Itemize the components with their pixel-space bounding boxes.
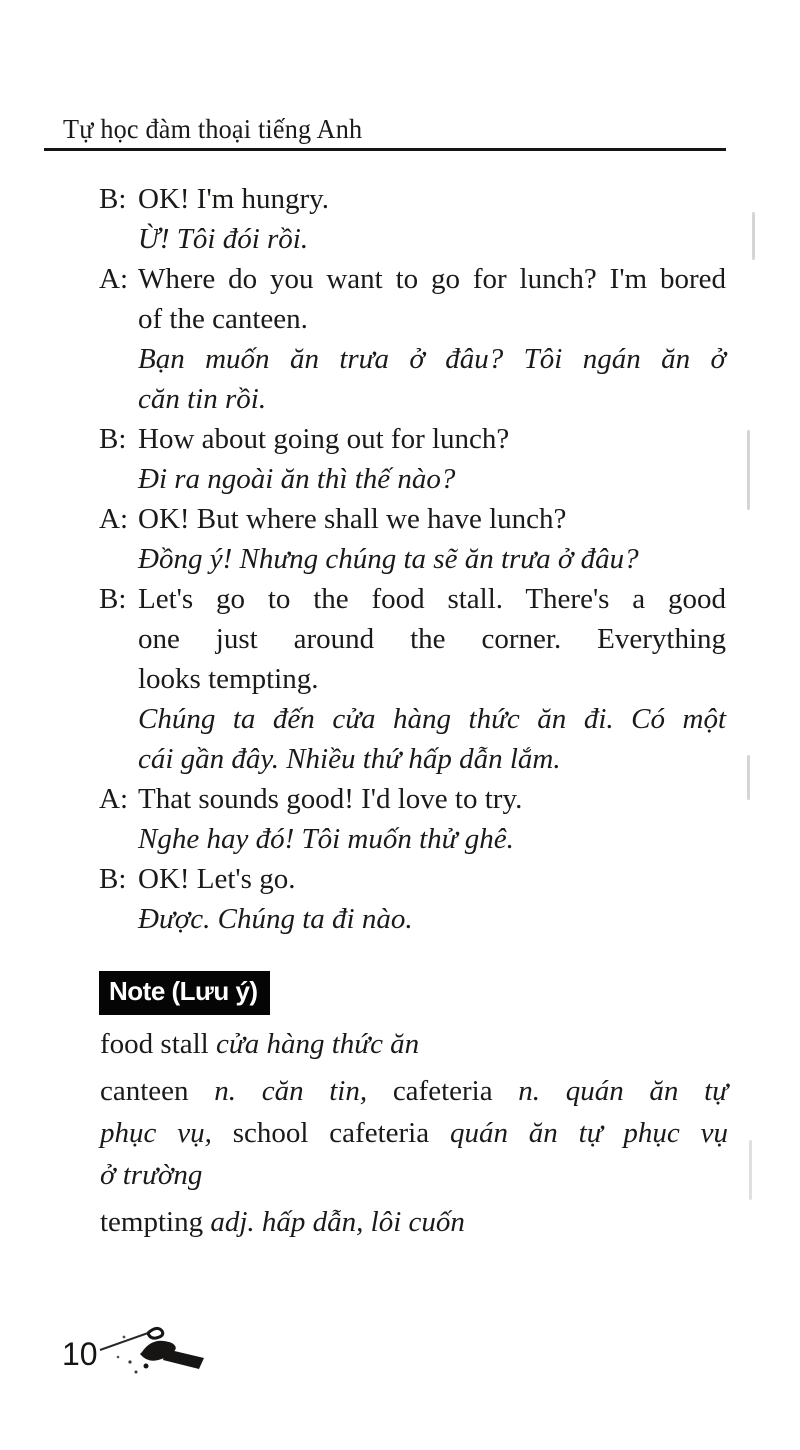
dialogue-line-vietnamese <box>138 379 726 419</box>
dialogue-entry <box>99 259 726 419</box>
dialogue-line-english <box>99 779 726 819</box>
dialogue-section <box>99 179 726 939</box>
speaker-label: A: <box>99 503 128 535</box>
speaker-label: B: <box>99 183 127 215</box>
vocab-line <box>100 1070 728 1112</box>
vietnamese-text: Ừ! Tôi đói rồi. <box>138 223 309 255</box>
speaker-label: B: <box>99 863 127 895</box>
dialogue-entry <box>99 419 726 499</box>
english-text: OK! Let's go. <box>138 863 296 895</box>
speaker-label: B: <box>99 583 127 615</box>
vietnamese-text: Đi ra ngoài ăn thì thế nào? <box>138 463 456 495</box>
vocab-entry <box>100 1201 728 1243</box>
dialogue-line-english <box>99 419 726 459</box>
dialogue-entry <box>99 499 726 579</box>
vocab-entry <box>100 1070 728 1196</box>
dialogue-line-english <box>138 619 726 659</box>
vietnamese-text: căn tin rồi. <box>138 383 267 415</box>
vocab-term: canteen <box>100 1075 215 1107</box>
vietnamese-text: Đồng ý! Nhưng chúng ta sẽ ăn trưa ở đâu? <box>138 543 639 575</box>
vocab-line <box>100 1023 728 1065</box>
dialogue-line-english <box>138 299 726 339</box>
vocabulary-section <box>100 1023 728 1243</box>
dialogue-line-english <box>99 259 726 299</box>
speaker-label: B: <box>99 423 127 455</box>
vocab-term: food stall <box>100 1028 216 1060</box>
vocab-translation: quán ăn tự phục vụ <box>449 1117 728 1149</box>
vietnamese-text: cái gần đây. Nhiều thứ hấp dẫn lắm. <box>138 743 561 775</box>
english-text: looks tempting. <box>138 663 319 695</box>
speaker-label: A: <box>99 783 128 815</box>
vocab-entry <box>100 1023 728 1065</box>
vocab-translation: phục vụ, <box>100 1117 233 1149</box>
vietnamese-text: Bạn muốn ăn trưa ở đâu? Tôi ngán ăn ở <box>138 343 726 375</box>
scan-artifact <box>752 212 755 260</box>
dialogue-line-english <box>138 659 726 699</box>
dialogue-entry <box>99 859 726 939</box>
english-text: OK! But where shall we have lunch? <box>138 503 567 535</box>
english-text: How about going out for lunch? <box>138 423 510 455</box>
dialogue-line-english <box>99 499 726 539</box>
speaker-label: A: <box>99 263 128 295</box>
dialogue-line-english <box>99 579 726 619</box>
vocab-line <box>100 1112 728 1154</box>
vocab-translation: cửa hàng thức ăn <box>216 1028 420 1060</box>
dialogue-entry <box>99 579 726 779</box>
vocab-translation: ở trường <box>100 1159 203 1191</box>
page-ornament-icon <box>96 1320 208 1380</box>
english-text: That sounds good! I'd love to try. <box>138 783 523 815</box>
dialogue-entry <box>99 779 726 859</box>
note-heading: Note (Lưu ý) <box>99 971 270 1015</box>
vocab-line <box>100 1201 728 1243</box>
vietnamese-text: Được. Chúng ta đi nào. <box>138 903 413 935</box>
dialogue-line-vietnamese <box>138 899 726 939</box>
vocab-term: tempting <box>100 1206 211 1238</box>
english-text: of the canteen. <box>138 303 308 335</box>
dialogue-entry <box>99 179 726 259</box>
english-text: one just around the corner. Everything <box>138 623 726 655</box>
english-text: OK! I'm hungry. <box>138 183 330 215</box>
dialogue-line-english <box>99 859 726 899</box>
vietnamese-text: Chúng ta đến cửa hàng thức ăn đi. Có một <box>138 703 726 735</box>
dialogue-line-english <box>99 179 726 219</box>
vocab-line <box>100 1154 728 1196</box>
english-text: Let's go to the food stall. There's a good <box>138 583 726 615</box>
vocab-translation: n. căn tin, <box>214 1075 393 1107</box>
page-number: 10 <box>62 1336 98 1372</box>
dialogue-line-vietnamese <box>138 819 726 859</box>
scan-artifact <box>749 1140 752 1200</box>
dialogue-line-vietnamese <box>138 339 726 379</box>
header-rule <box>44 148 726 151</box>
vocab-term: school cafeteria <box>232 1117 450 1149</box>
dialogue-line-vietnamese <box>138 459 726 499</box>
vocab-term: cafeteria <box>392 1075 519 1107</box>
vocab-translation: n. quán ăn tự <box>518 1075 728 1107</box>
scan-artifact <box>747 430 750 510</box>
dialogue-line-vietnamese <box>138 739 726 779</box>
english-text: Where do you want to go for lunch? I'm bored <box>138 263 726 295</box>
scan-artifact <box>747 755 750 800</box>
vocab-translation: adj. hấp dẫn, lôi cuốn <box>210 1206 465 1238</box>
dialogue-line-vietnamese <box>138 539 726 579</box>
dialogue-line-vietnamese <box>138 699 726 739</box>
page-header-title: Tự học đàm thoại tiếng Anh <box>63 114 363 144</box>
dialogue-line-vietnamese <box>138 219 726 259</box>
vietnamese-text: Nghe hay đó! Tôi muốn thử ghê. <box>138 823 514 855</box>
